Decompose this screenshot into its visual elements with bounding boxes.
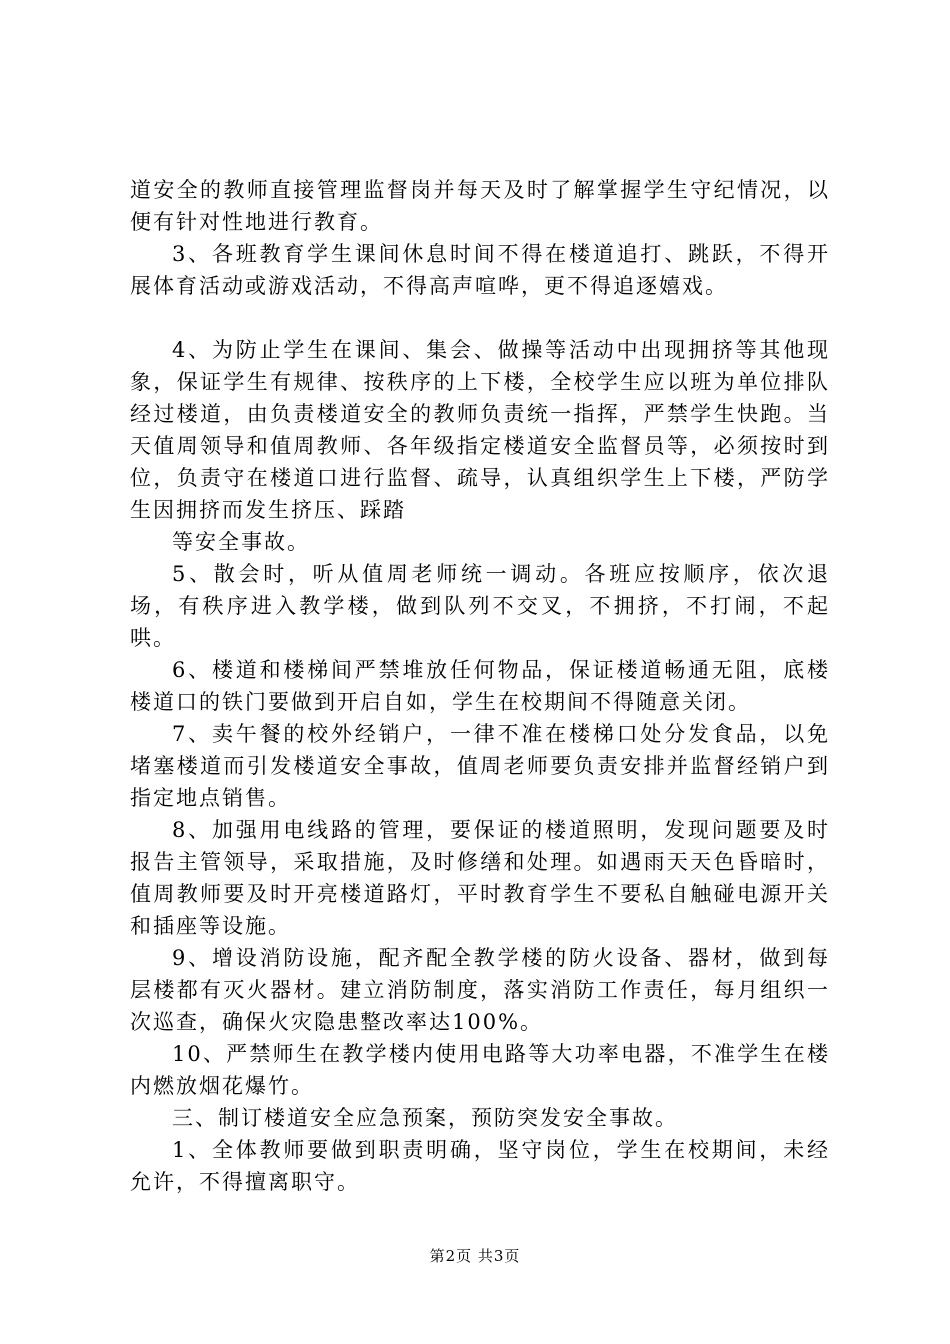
page-footer: 第2页 共3页 xyxy=(429,1247,521,1265)
paragraph-item-4-tail: 等安全事故。 xyxy=(172,530,310,554)
paragraph-item-10: 10、严禁师生在教学楼内使用电路等大功率电器，不准学生在楼内燃放烟花爆竹。 xyxy=(130,1042,830,1098)
paragraph-item-3: 3、各班教育学生课间休息时间不得在楼道追打、跳跃，不得开展体育活动或游戏活动，不得高声喧哗，更不得追逐嬉戏。 xyxy=(130,242,830,298)
paragraph-item-9: 9、增设消防设施，配齐配全教学楼的防火设备、器材，做到每层楼都有灭火器材。建立消防制度，落实消防工作责任，每月组织一次巡查，确保火灾隐患整改率达100%。 xyxy=(130,946,830,1034)
document-body xyxy=(130,174,830,1198)
paragraph-item-7: 7、卖午餐的校外经销户，一律不准在楼梯口处分发食品，以免堵塞楼道而引发楼道安全事故，值周老师要负责安排并监督经销户到指定地点销售。 xyxy=(130,722,830,810)
paragraph-item-8: 8、加强用电线路的管理，要保证的楼道照明，发现问题要及时报告主管领导，采取措施，及时修缮和处理。如遇雨天天色昏暗时，值周教师要及时开亮楼道路灯，平时教育学生不要私自触碰电源开关和插座等设施。 xyxy=(130,818,830,938)
paragraph-item-6: 6、楼道和楼梯间严禁堆放任何物品，保证楼道畅通无阻，底楼楼道口的铁门要做到开启自如，学生在校期间不得随意关闭。 xyxy=(130,658,830,714)
section-heading-3: 三、制订楼道安全应急预案，预防突发安全事故。 xyxy=(172,1106,678,1130)
paragraph-item-4: 4、为防止学生在课间、集会、做操等活动中出现拥挤等其他现象，保证学生有规律、按秩序的上下楼，全校学生应以班为单位排队经过楼道，由负责楼道安全的教师负责统一指挥，严禁学生快跑。当天值周领导和值周教师、各年级指定楼道安全监督员等，必须按时到位，负责守在楼道口进行监督、疏导，认真组织学生上下楼，严防学生因拥挤而发生挤压、踩踏 xyxy=(130,338,830,522)
paragraph-section3-item-1: 1、全体教师要做到职责明确，坚守岗位，学生在校期间，未经允许，不得擅离职守。 xyxy=(130,1138,830,1194)
paragraph-continuation: 道安全的教师直接管理监督岗并每天及时了解掌握学生守纪情况，以便有针对性地进行教育。 xyxy=(130,178,830,234)
paragraph-item-5: 5、散会时，听从值周老师统一调动。各班应按顺序，依次退场，有秩序进入教学楼，做到队列不交叉，不拥挤，不打闹，不起哄。 xyxy=(130,562,830,650)
